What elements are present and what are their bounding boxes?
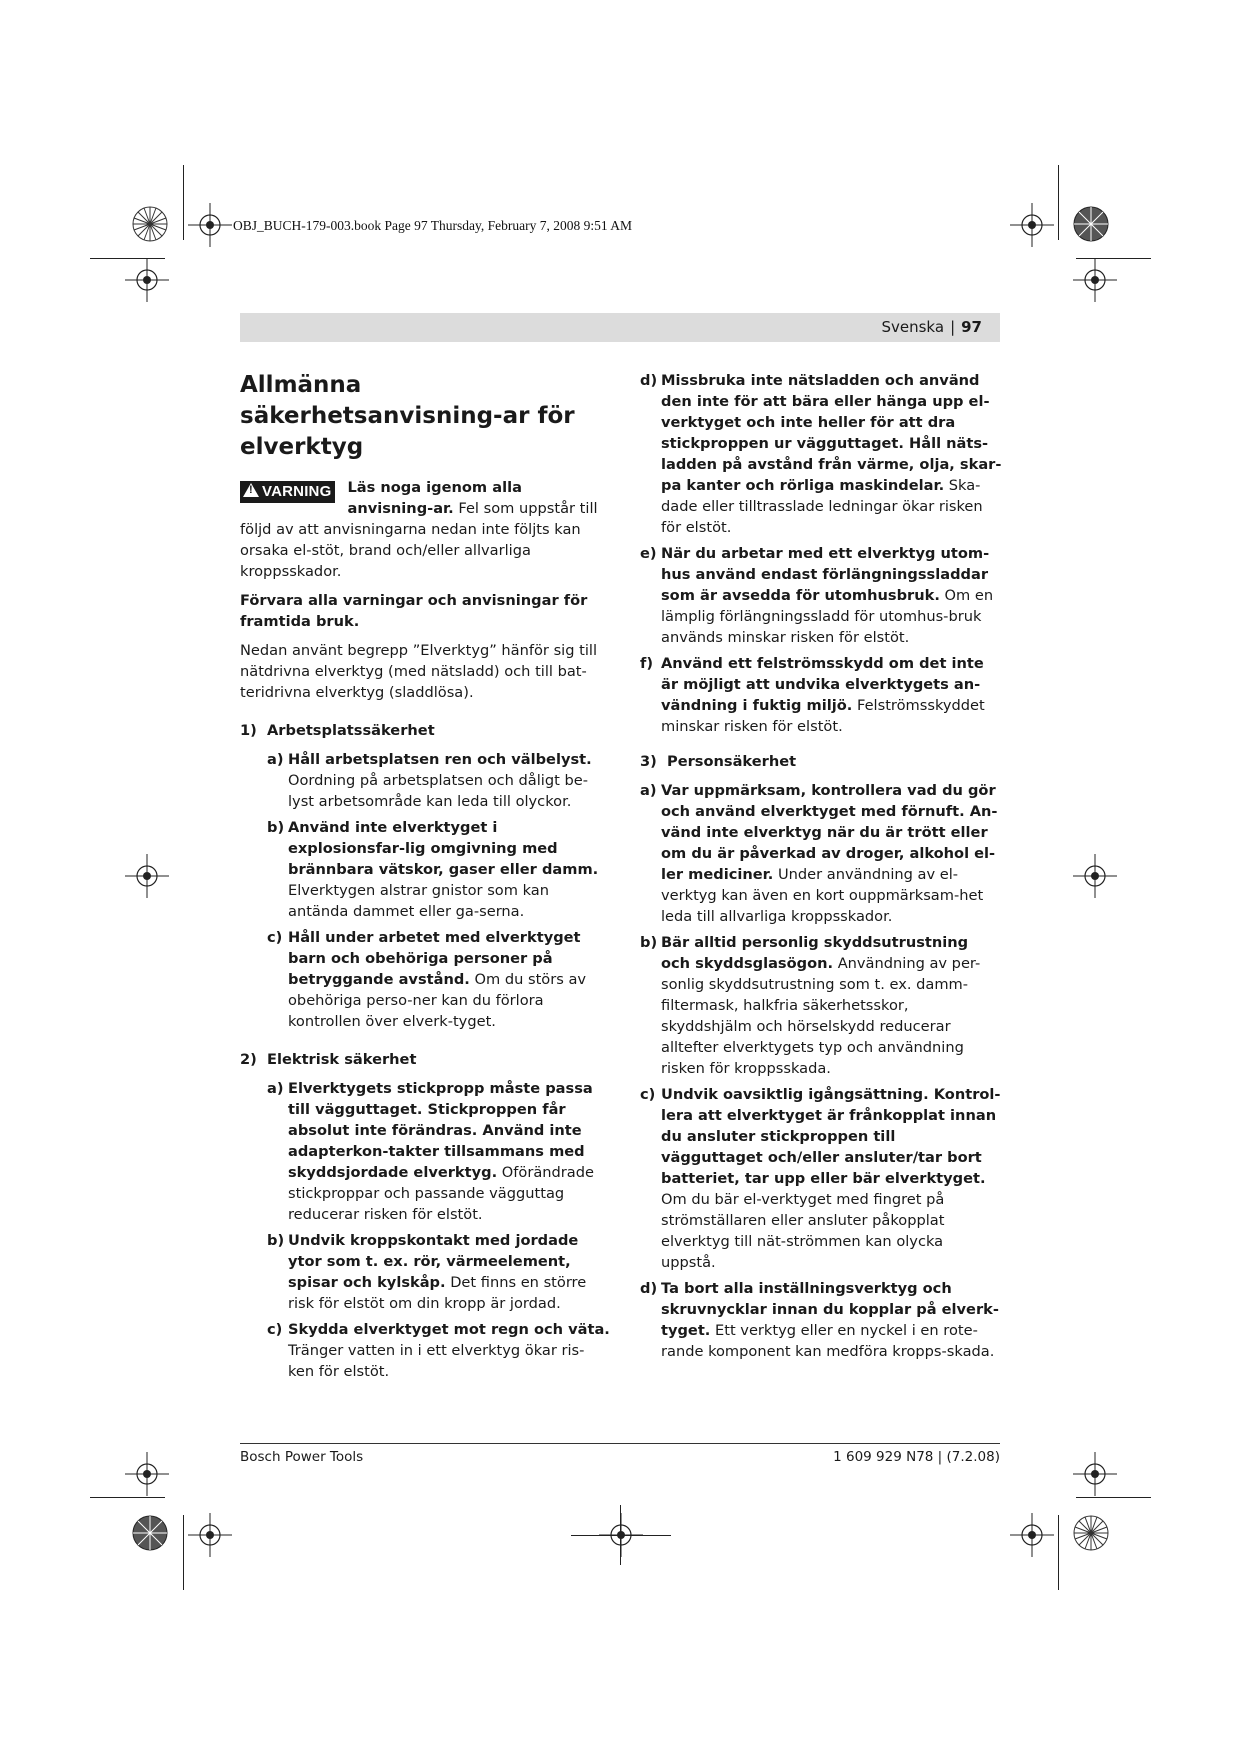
- registration-mark-icon: [125, 854, 169, 898]
- header-text: [881, 318, 982, 336]
- registration-mark-icon: [125, 258, 169, 302]
- starburst-target-icon: [1073, 1515, 1109, 1551]
- crop-mark: [620, 1505, 621, 1565]
- list-item: a) Håll arbetsplatsen ren och välbelyst. Oordning på arbetsplatsen och dåligt be-lyst arbetsområde kan leda till olyckor.: [267, 751, 592, 810]
- section-heading: 3) Personsäkerhet: [640, 753, 797, 770]
- starburst-target-icon: [132, 206, 168, 242]
- section-heading: 1) Arbetsplatssäkerhet: [240, 722, 435, 739]
- list-item: b) Använd inte elverktyget i explosionsfar-lig omgivning med brännbara vätskor, gaser eller damm. Elverktygen alstrar gnistor som kan antända dammet eller ga-serna.: [267, 819, 599, 920]
- warning-badge: [240, 481, 335, 503]
- starburst-target-icon: [132, 1515, 168, 1551]
- crop-mark: [1058, 165, 1059, 240]
- list-item: b) Bär alltid personlig skyddsutrustning och skyddsglasögon. Användning av per-sonlig skyddsutrustning som t. ex. damm-filtermask, halkfria säkerhetsskor, skyddshjälm och hörselskydd reducerar alltefter elverktygets typ och användning risken för kroppsskada.: [640, 934, 981, 1077]
- list-item: b) Undvik kroppskontakt med jordade ytor som t. ex. rör, värmeelement, spisar och kylskåp. Det finns en större risk för elstöt om din kropp är jordad.: [267, 1232, 587, 1312]
- registration-mark-icon: [188, 1513, 232, 1557]
- right-column: [640, 370, 1002, 1367]
- footer-rule: [240, 1443, 1000, 1444]
- left-column: [240, 370, 610, 1387]
- registration-mark-icon: [1010, 1513, 1054, 1557]
- list-item: a) Var uppmärksam, kontrollera vad du gör och använd elverktyget med förnuft. An-vänd inte elverktyg när du är trött eller om du är påverkad av droger, alkohol el-ler mediciner. Under användning av el-verktyg kan även en kort ouppmärksam-het leda till allvarliga kroppsskador.: [640, 782, 998, 925]
- intro-text: Fel som uppstår till följd av att anvisningarna nedan inte följts kan orsaka el-stöt, brand och/eller allvarliga kroppsskador.: [240, 500, 598, 580]
- list-item: c) Skydda elverktyget mot regn och väta. Tränger vatten in i ett elverktyg ökar ris-ken för elstöt.: [267, 1321, 610, 1380]
- definition-paragraph: Nedan använt begrepp ”Elverktyg” hänför sig till nätdrivna elverktyg (med nätsladd) och till bat-teridrivna elverktyg (sladdlösa).: [240, 642, 598, 701]
- header-separator: |: [950, 318, 956, 336]
- warning-block: [240, 477, 610, 582]
- page-header: [240, 313, 1000, 342]
- page-title: Allmänna säkerhetsanvisning-ar för elverktyg: [240, 372, 575, 460]
- registration-mark-icon: [1010, 203, 1054, 247]
- list-item: d) Missbruka inte nätsladden och använd den inte för att bära eller hänga upp el-verktyget och inte heller för att dra stickproppen ur vägguttaget. Håll näts-ladden på avstånd från värme, olja, skar-pa kanter och rörliga maskindelar. Ska-dade eller tilltrasslade ledningar ökar risken för elstöt.: [640, 372, 1002, 536]
- list-item: a) Elverktygets stickpropp måste passa till vägguttaget. Stickproppen får absolut inte förändras. Använd inte adapterkon-takter tillsammans med skyddsjordade elverktyg. Oförändrade stickproppar och passande vägguttag reducerar risken för elstöt.: [267, 1080, 594, 1223]
- section-heading: 2) Elektrisk säkerhet: [240, 1051, 417, 1068]
- crop-mark: [1058, 1515, 1059, 1590]
- list-item: d) Ta bort alla inställningsverktyg och skruvnycklar innan du kopplar på elverk-tyget. Ett verktyg eller en nyckel i en rote-rande komponent kan medföra kropps-skada.: [640, 1280, 999, 1360]
- intro-bold: Läs noga igenom alla anvisning-ar.: [347, 479, 522, 517]
- registration-mark-icon: [188, 203, 232, 247]
- registration-mark-icon: [125, 1452, 169, 1496]
- registration-mark-icon: [1073, 258, 1117, 302]
- crop-mark: [1076, 1497, 1151, 1498]
- starburst-target-icon: [1073, 206, 1109, 242]
- list-item: f) Använd ett felströmsskydd om det inte är möjligt att undvika elverktygets an-vändning i fuktig miljö. Felströmsskyddet minskar risken för elstöt.: [640, 655, 985, 735]
- footer-brand: Bosch Power Tools: [240, 1449, 364, 1465]
- keep-note: Förvara alla varningar och anvisningar för framtida bruk.: [240, 592, 588, 630]
- crop-mark: [183, 1515, 184, 1590]
- registration-mark-icon: [1073, 1452, 1117, 1496]
- list-item: c) Håll under arbetet med elverktyget barn och obehöriga personer på betryggande avstånd. Om du störs av obehöriga perso-ner kan du förlora kontrollen över elverk-tyget.: [267, 929, 587, 1030]
- header-language: Svenska: [881, 318, 945, 336]
- footer-doc-number: 1 609 929 N78 | (7.2.08): [833, 1449, 1000, 1465]
- crop-mark: [90, 1497, 165, 1498]
- warning-triangle-icon: [243, 483, 259, 497]
- page-number: 97: [961, 318, 982, 336]
- crop-mark: [183, 165, 184, 240]
- warning-badge-label: VARNING: [262, 483, 332, 500]
- list-item: e) När du arbetar med ett elverktyg utom-hus använd endast förlängningssladdar som är avsedda för utomhusbruk. Om en lämplig förlängningssladd för utomhus-bruk används minskar risken för elstöt.: [640, 545, 994, 646]
- list-item: c) Undvik oavsiktlig igångsättning. Kontrol-lera att elverktyget är frånkopplat innan du ansluter stickproppen till vägguttaget och/eller ansluter/tar bort batteriet, tar upp eller bär elverktyget. Om du bär el-verktyget med fingret på strömställaren eller ansluter påkopplat elverktyg till nät-strömmen kan olycka uppstå.: [640, 1086, 1001, 1271]
- crop-mark: [571, 1535, 671, 1536]
- registration-mark-icon: [1073, 854, 1117, 898]
- print-info: OBJ_BUCH-179-003.book Page 97 Thursday, February 7, 2008 9:51 AM: [233, 218, 632, 233]
